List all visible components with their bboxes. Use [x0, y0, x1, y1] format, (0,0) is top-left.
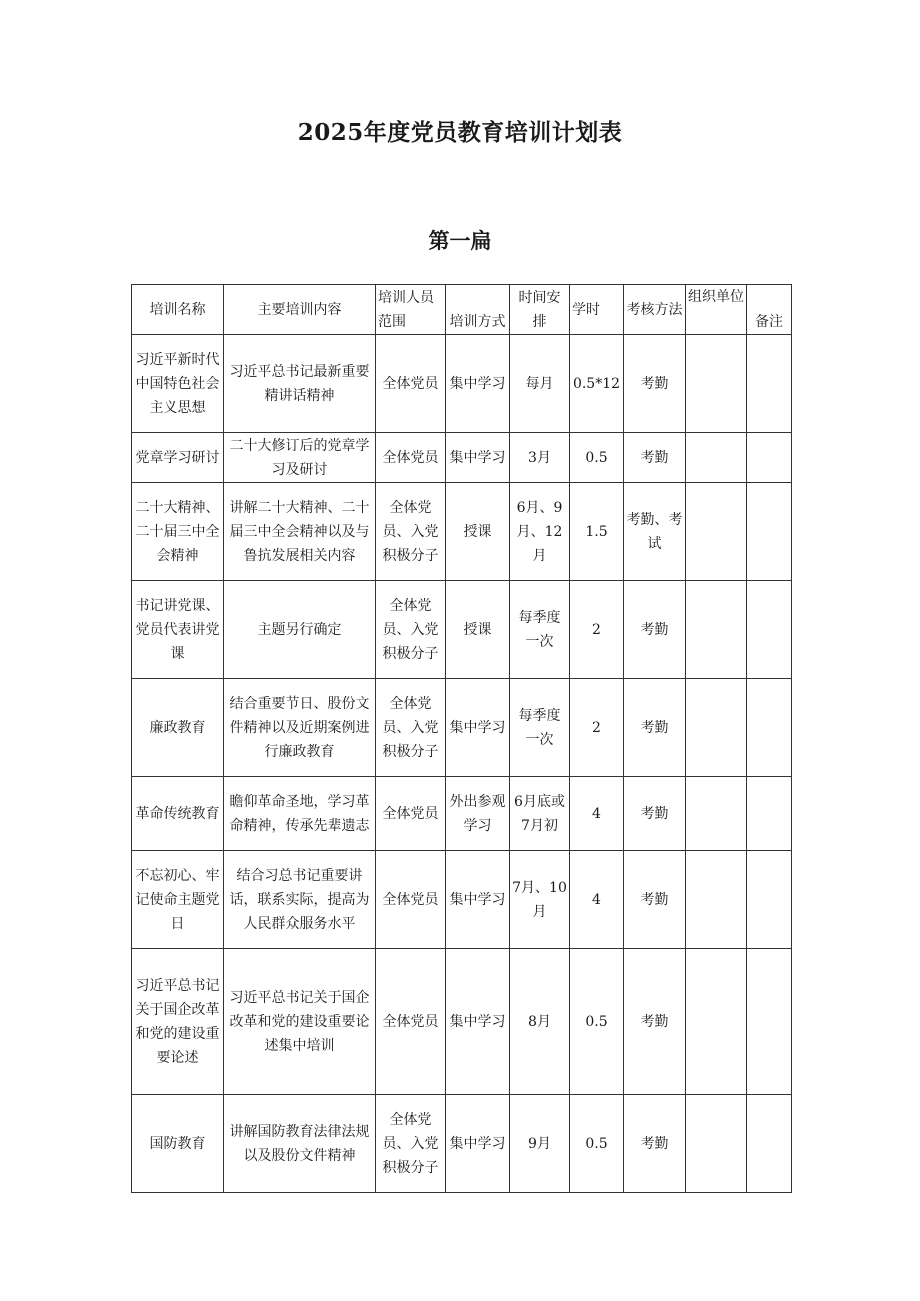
scope-cell: 全体党员 [376, 335, 446, 433]
hours-cell: 0.5*12 [570, 335, 624, 433]
method-cell: 集中学习 [446, 1095, 510, 1193]
table-row [132, 851, 792, 949]
assessment-cell: 考勤 [624, 1095, 686, 1193]
org-cell [686, 777, 747, 851]
training-name-cell: 二十大精神、二十届三中全会精神 [132, 483, 224, 581]
training-name-cell: 习近平新时代中国特色社会主义思想 [132, 335, 224, 433]
header-cell: 主要培训内容 [224, 285, 376, 335]
org-cell [686, 483, 747, 581]
assessment-cell: 考勤 [624, 581, 686, 679]
table-row [132, 335, 792, 433]
hours-cell: 1.5 [570, 483, 624, 581]
org-cell [686, 335, 747, 433]
hours-cell: 2 [570, 581, 624, 679]
table-row [132, 679, 792, 777]
training-content-cell: 讲解二十大精神、二十届三中全会精神以及与鲁抗发展相关内容 [224, 483, 376, 581]
note-cell [747, 581, 792, 679]
scope-cell: 全体党员、入党积极分子 [376, 581, 446, 679]
org-cell [686, 433, 747, 483]
note-cell [747, 679, 792, 777]
time-cell: 6月、9月、12月 [510, 483, 570, 581]
time-cell: 每季度一次 [510, 679, 570, 777]
scope-cell: 全体党员 [376, 949, 446, 1095]
header-cell: 培训人员范围 [376, 285, 446, 335]
note-cell [747, 483, 792, 581]
training-plan-table [131, 284, 792, 1193]
header-cell: 考核方法 [624, 285, 686, 335]
hours-cell: 4 [570, 777, 624, 851]
table-row [132, 777, 792, 851]
method-cell: 集中学习 [446, 679, 510, 777]
header-cell: 时间安排 [510, 285, 570, 335]
training-content-cell: 讲解国防教育法律法规以及股份文件精神 [224, 1095, 376, 1193]
table-row [132, 581, 792, 679]
scope-cell: 全体党员、入党积极分子 [376, 483, 446, 581]
method-cell: 集中学习 [446, 335, 510, 433]
scope-cell: 全体党员 [376, 851, 446, 949]
training-name-cell: 国防教育 [132, 1095, 224, 1193]
note-cell [747, 777, 792, 851]
header-cell: 培训名称 [132, 285, 224, 335]
assessment-cell: 考勤 [624, 851, 686, 949]
scope-cell: 全体党员、入党积极分子 [376, 1095, 446, 1193]
method-cell: 外出参观学习 [446, 777, 510, 851]
scope-cell: 全体党员 [376, 433, 446, 483]
page-title: 2025年度党员教育培训计划表 [297, 119, 623, 146]
training-content-cell: 瞻仰革命圣地，学习革命精神，传承先辈遗志 [224, 777, 376, 851]
assessment-cell: 考勤 [624, 949, 686, 1095]
training-name-cell: 书记讲党课、党员代表讲党课 [132, 581, 224, 679]
scope-cell: 全体党员 [376, 777, 446, 851]
time-cell: 9月 [510, 1095, 570, 1193]
training-name-cell: 不忘初心、牢记使命主题党日 [132, 851, 224, 949]
org-cell [686, 1095, 747, 1193]
note-cell [747, 335, 792, 433]
time-cell: 每季度一次 [510, 581, 570, 679]
assessment-cell: 考勤、考试 [624, 483, 686, 581]
time-cell: 8月 [510, 949, 570, 1095]
hours-cell: 0.5 [570, 433, 624, 483]
table-row [132, 1095, 792, 1193]
hours-cell: 0.5 [570, 949, 624, 1095]
method-cell: 集中学习 [446, 851, 510, 949]
table-row [132, 433, 792, 483]
header-cell: 学时 [570, 285, 624, 335]
training-content-cell: 习近平总书记最新重要精讲话精神 [224, 335, 376, 433]
hours-cell: 0.5 [570, 1095, 624, 1193]
header-cell: 组织单位 [686, 285, 747, 335]
assessment-cell: 考勤 [624, 433, 686, 483]
time-cell: 6月底或7月初 [510, 777, 570, 851]
time-cell: 7月、10月 [510, 851, 570, 949]
method-cell: 授课 [446, 581, 510, 679]
training-content-cell: 结合重要节日、股份文件精神以及近期案例进行廉政教育 [224, 679, 376, 777]
assessment-cell: 考勤 [624, 335, 686, 433]
method-cell: 授课 [446, 483, 510, 581]
note-cell [747, 1095, 792, 1193]
header-cell: 培训方式 [446, 285, 510, 335]
note-cell [747, 433, 792, 483]
assessment-cell: 考勤 [624, 679, 686, 777]
note-cell [747, 949, 792, 1095]
org-cell [686, 581, 747, 679]
table-row [132, 949, 792, 1095]
training-content-cell: 二十大修订后的党章学习及研讨 [224, 433, 376, 483]
training-content-cell: 主题另行确定 [224, 581, 376, 679]
time-cell: 3月 [510, 433, 570, 483]
training-name-cell: 党章学习研讨 [132, 433, 224, 483]
table-header-row [132, 285, 792, 335]
hours-cell: 2 [570, 679, 624, 777]
training-name-cell: 廉政教育 [132, 679, 224, 777]
scope-cell: 全体党员、入党积极分子 [376, 679, 446, 777]
method-cell: 集中学习 [446, 433, 510, 483]
method-cell: 集中学习 [446, 949, 510, 1095]
table-row [132, 483, 792, 581]
hours-cell: 4 [570, 851, 624, 949]
org-cell [686, 679, 747, 777]
training-content-cell: 习近平总书记关于国企改革和党的建设重要论述集中培训 [224, 949, 376, 1095]
note-cell [747, 851, 792, 949]
org-cell [686, 949, 747, 1095]
assessment-cell: 考勤 [624, 777, 686, 851]
training-content-cell: 结合习总书记重要讲话，联系实际，提高为人民群众服务水平 [224, 851, 376, 949]
org-cell [686, 851, 747, 949]
header-cell: 备注 [747, 285, 792, 335]
training-name-cell: 习近平总书记关于国企改革和党的建设重要论述 [132, 949, 224, 1095]
page-subtitle: 第一扁 [428, 229, 492, 253]
time-cell: 每月 [510, 335, 570, 433]
training-name-cell: 革命传统教育 [132, 777, 224, 851]
